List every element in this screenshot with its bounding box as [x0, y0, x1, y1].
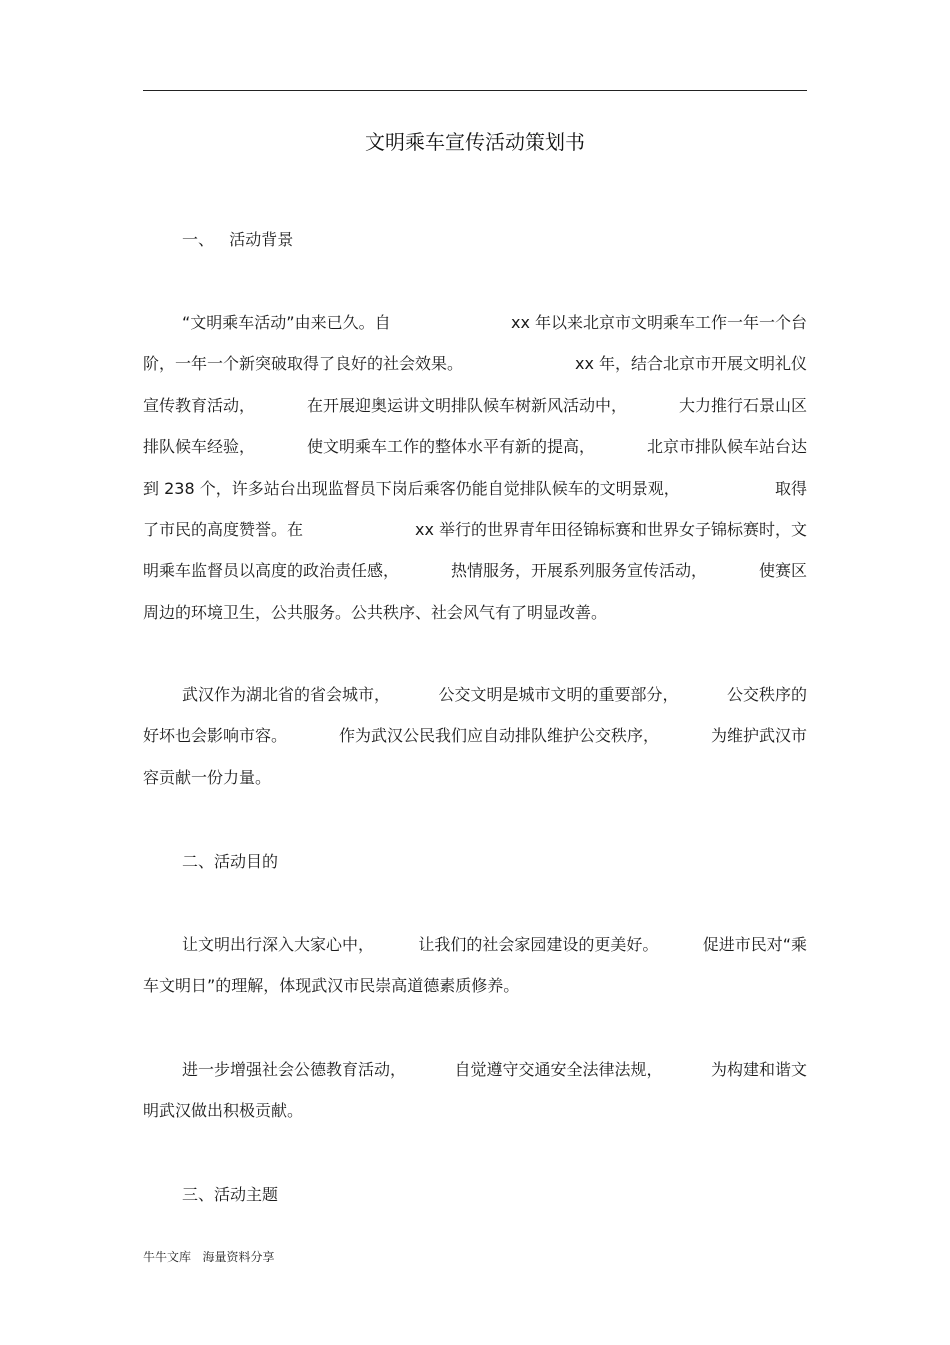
text-segment: xx 年以来北京市文明乘车工作一年一个台	[510, 313, 807, 332]
text-segment: 使文明乘车工作的整体水平有新的提高，	[306, 437, 595, 457]
text-segment: 让我们的社会家园建设的更美好。	[418, 935, 659, 954]
text-segment: 周边的环境卫生，公共服务。公共秩序、社会风气有了明显改善。	[143, 602, 608, 622]
text-segment: 车文明日”的理解，体现武汉市民崇高道德素质修养。	[143, 976, 520, 996]
text-segment: 自觉遵守交通安全法律法规，	[454, 1060, 663, 1079]
text-segment: 宣传教育活动，	[143, 395, 256, 415]
text-segment: 北京市排队候车站台达	[646, 437, 807, 457]
text-segment: 阶，一年一个新突破取得了良好的社会效果。	[143, 354, 464, 374]
text-line	[143, 353, 807, 394]
text-line	[143, 1059, 807, 1100]
text-segment: 大力推行石景山区	[678, 395, 807, 415]
top-divider	[143, 90, 807, 91]
text-line	[143, 560, 807, 601]
text-segment: 排队候车经验，	[143, 437, 256, 457]
text-line	[143, 934, 807, 975]
text-segment: 到 238 个，许多站台出现监督员下岗后乘客仍能自觉排队候车的文明景观，	[143, 478, 680, 498]
paragraph-background	[143, 312, 807, 643]
section-heading-background: 一、 活动背景	[182, 230, 294, 249]
text-line	[143, 975, 807, 1016]
text-segment: 明乘车监督员以高度的政治责任感，	[143, 561, 400, 581]
text-segment: 好坏也会影响市容。	[143, 726, 288, 746]
text-segment: xx 举行的世界青年田径锦标赛和世界女子锦标赛时，文	[414, 519, 807, 539]
text-line	[143, 684, 807, 725]
text-segment: xx 年，结合北京市开展文明礼仪	[574, 354, 807, 374]
text-line	[143, 312, 807, 353]
text-line	[143, 1100, 807, 1141]
text-segment: 促进市民对“乘	[702, 935, 807, 954]
text-segment: 作为武汉公民我们应自动排队维护公交秩序，	[338, 726, 659, 746]
text-segment: 让文明出行深入大家心中，	[182, 935, 375, 954]
text-segment: 使赛区	[758, 561, 807, 581]
text-line	[143, 767, 807, 808]
paragraph-wuhan	[143, 684, 807, 808]
text-segment: 公交秩序的	[726, 685, 807, 704]
text-line	[143, 725, 807, 766]
text-segment: 取得	[774, 478, 807, 498]
text-line	[143, 602, 807, 643]
text-segment: 武汉作为湖北省的省会城市，	[182, 685, 391, 704]
section-heading-purpose: 二、活动目的	[182, 852, 279, 871]
document-title: 文明乘车宣传活动策划书	[365, 130, 585, 154]
text-segment: 了市民的高度赞誉。在	[143, 519, 304, 539]
text-segment: “文明乘车活动”由来已久。自	[182, 313, 391, 332]
text-segment: 容贡献一份力量。	[143, 767, 272, 787]
paragraph-purpose-1	[143, 934, 807, 1017]
text-line	[143, 395, 807, 436]
section-heading-theme: 三、活动主题	[182, 1185, 279, 1204]
text-line	[143, 478, 807, 519]
text-line	[143, 519, 807, 560]
text-segment: 明武汉做出积极贡献。	[143, 1101, 304, 1121]
text-line	[143, 436, 807, 477]
text-segment: 进一步增强社会公德教育活动，	[182, 1060, 407, 1079]
paragraph-purpose-2	[143, 1059, 807, 1142]
text-segment: 热情服务，开展系列服务宣传活动，	[450, 561, 707, 581]
text-segment: 公交文明是城市文明的重要部分，	[438, 685, 679, 704]
text-segment: 在开展迎奥运讲文明排队候车树新风活动中，	[306, 395, 627, 415]
text-segment: 为构建和谐文	[710, 1060, 807, 1079]
page-footer: 牛牛文库 海量资料分享	[143, 1250, 275, 1264]
text-segment: 为维护武汉市	[710, 726, 807, 746]
